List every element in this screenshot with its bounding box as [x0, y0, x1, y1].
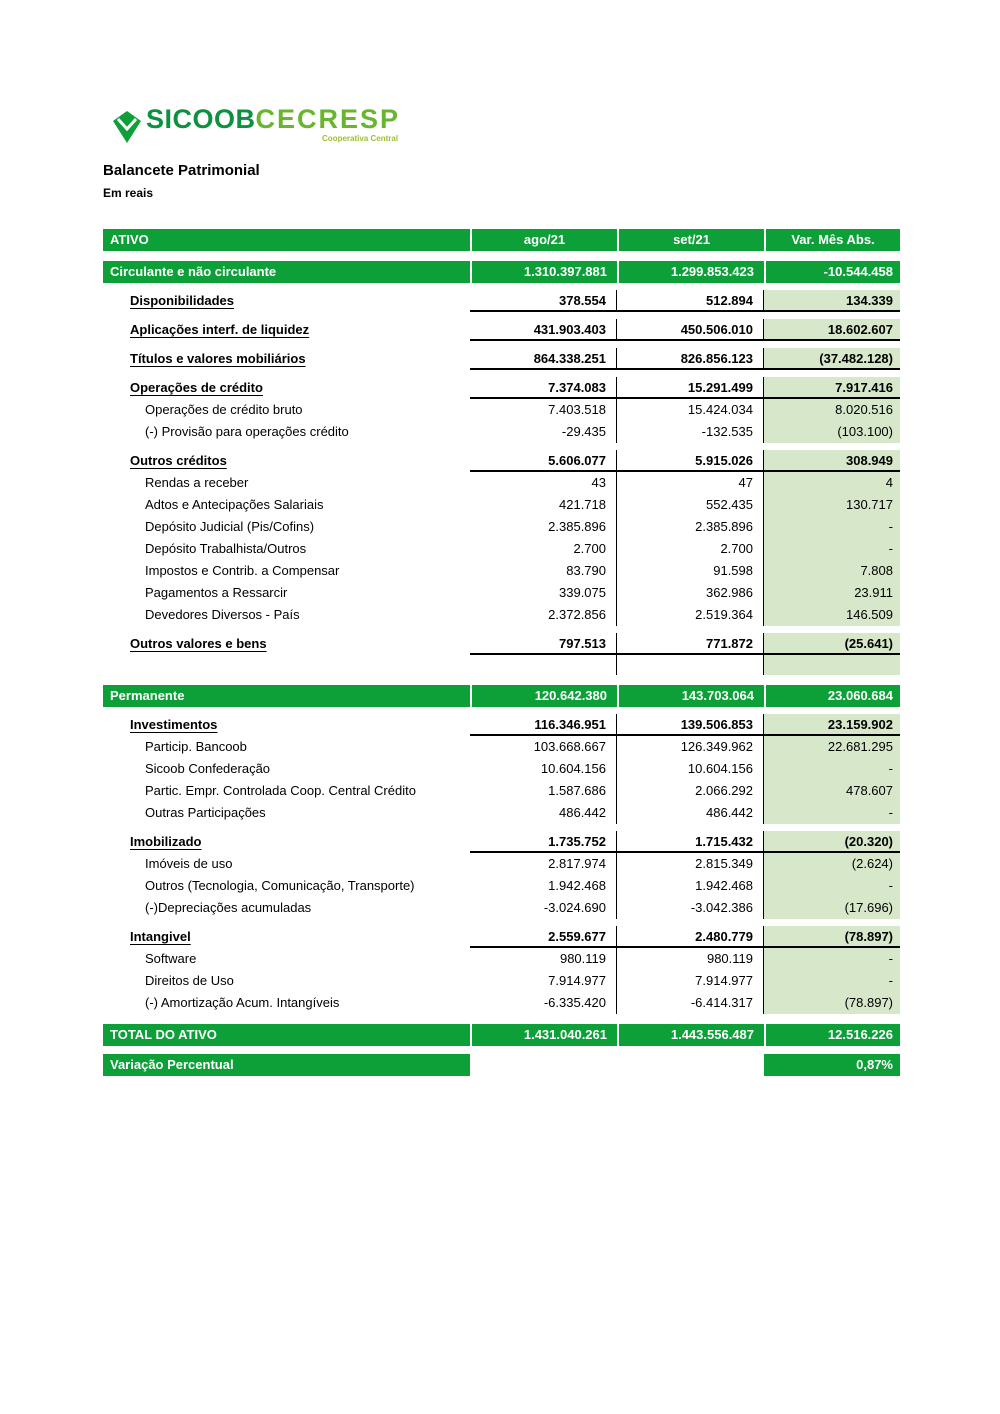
detail-row	[103, 875, 900, 897]
percent-variation-row	[103, 1054, 900, 1076]
value-ago21: 797.513	[470, 633, 617, 655]
subsection-row	[103, 633, 900, 655]
table-body	[103, 261, 900, 1076]
value-ago21: 1.735.752	[470, 831, 617, 853]
value-ago21	[470, 655, 617, 675]
logo-brand: SICOOB	[146, 104, 256, 134]
row-label: Adtos e Antecipações Salariais	[145, 497, 324, 512]
row-label: Devedores Diversos - País	[145, 607, 300, 622]
row-label: Depósito Trabalhista/Outros	[145, 541, 307, 556]
value-var-mes-abs: 146.509	[764, 604, 900, 626]
value-ago21: 864.338.251	[470, 348, 617, 370]
detail-row	[103, 472, 900, 494]
value-set21: 126.349.962	[617, 736, 764, 758]
row-label: Operações de crédito	[130, 380, 263, 395]
section-total-row	[103, 261, 900, 283]
value-set21: -3.042.386	[617, 897, 764, 919]
detail-row	[103, 948, 900, 970]
value-ago21: 1.587.686	[470, 780, 617, 802]
value-var-mes-abs: 23.060.684	[764, 685, 900, 707]
value-var-mes-abs: -	[764, 516, 900, 538]
detail-row	[103, 516, 900, 538]
subsection-row	[103, 319, 900, 341]
value-ago21	[470, 1054, 617, 1076]
detail-row	[103, 494, 900, 516]
value-set21: 980.119	[617, 948, 764, 970]
subsection-row	[103, 831, 900, 853]
value-var-mes-abs: 308.949	[764, 450, 900, 472]
value-ago21: 2.700	[470, 538, 617, 560]
value-ago21: 486.442	[470, 802, 617, 824]
value-set21: 450.506.010	[617, 319, 764, 341]
row-label: Variação Percentual	[103, 1054, 470, 1076]
value-set21: 2.519.364	[617, 604, 764, 626]
value-set21: 10.604.156	[617, 758, 764, 780]
logo-text	[146, 106, 400, 143]
value-set21: 1.942.468	[617, 875, 764, 897]
row-label: Impostos e Contrib. a Compensar	[145, 563, 340, 578]
value-ago21: 378.554	[470, 290, 617, 312]
detail-row	[103, 802, 900, 824]
row-label: (-) Amortização Acum. Intangíveis	[145, 995, 340, 1010]
value-set21: 2.700	[617, 538, 764, 560]
row-label: Aplicações interf. de liquidez	[130, 322, 310, 337]
value-ago21: 7.914.977	[470, 970, 617, 992]
value-ago21: 339.075	[470, 582, 617, 604]
value-set21: 771.872	[617, 633, 764, 655]
value-set21: 1.299.853.423	[617, 261, 764, 283]
value-ago21: -3.024.690	[470, 897, 617, 919]
row-label: (-)Depreciações acumuladas	[145, 900, 312, 915]
value-var-mes-abs: (37.482.128)	[764, 348, 900, 370]
value-ago21: 421.718	[470, 494, 617, 516]
row-label: Depósito Judicial (Pis/Cofins)	[145, 519, 315, 534]
detail-row	[103, 992, 900, 1014]
value-set21: 15.291.499	[617, 377, 764, 399]
row-label: Intangivel	[130, 929, 191, 944]
value-var-mes-abs: 8.020.516	[764, 399, 900, 421]
detail-row	[103, 421, 900, 443]
col-header-ago21: ago/21	[470, 229, 617, 251]
value-set21: 512.894	[617, 290, 764, 312]
detail-row	[103, 399, 900, 421]
row-label: Software	[145, 951, 197, 966]
subsection-row	[103, 377, 900, 399]
value-set21: 2.815.349	[617, 853, 764, 875]
row-label: Imóveis de uso	[145, 856, 233, 871]
row-label: Direitos de Uso	[145, 973, 234, 988]
value-set21: 1.715.432	[617, 831, 764, 853]
value-ago21: 2.385.896	[470, 516, 617, 538]
detail-row	[103, 970, 900, 992]
row-label: Partic. Empr. Controlada Coop. Central Crédito	[145, 783, 416, 798]
detail-row	[103, 853, 900, 875]
subsection-row	[103, 926, 900, 948]
detail-row	[103, 897, 900, 919]
section-total-row	[103, 685, 900, 707]
value-var-mes-abs: 7.917.416	[764, 377, 900, 399]
value-var-mes-abs: (78.897)	[764, 992, 900, 1014]
value-ago21: 980.119	[470, 948, 617, 970]
value-set21	[617, 655, 764, 675]
value-set21: 47	[617, 472, 764, 494]
value-set21: 143.703.064	[617, 685, 764, 707]
value-ago21: 10.604.156	[470, 758, 617, 780]
value-ago21: 43	[470, 472, 617, 494]
value-var-mes-abs: -	[764, 875, 900, 897]
sicoob-check-icon	[112, 110, 142, 144]
value-var-mes-abs: 23.159.902	[764, 714, 900, 736]
value-set21: 7.914.977	[617, 970, 764, 992]
value-var-mes-abs	[764, 655, 900, 675]
value-set21: 91.598	[617, 560, 764, 582]
detail-row	[103, 560, 900, 582]
value-set21: 552.435	[617, 494, 764, 516]
row-label	[103, 655, 470, 675]
value-var-mes-abs: (17.696)	[764, 897, 900, 919]
value-set21: 2.480.779	[617, 926, 764, 948]
row-label: Permanente	[103, 685, 470, 707]
page-subtitle: Em reais	[103, 186, 154, 200]
value-var-mes-abs: (2.624)	[764, 853, 900, 875]
value-set21: 1.443.556.487	[617, 1024, 764, 1046]
value-var-mes-abs: -	[764, 802, 900, 824]
value-set21: 486.442	[617, 802, 764, 824]
value-ago21: 83.790	[470, 560, 617, 582]
value-var-mes-abs: 18.602.607	[764, 319, 900, 341]
value-set21: 139.506.853	[617, 714, 764, 736]
value-var-mes-abs: -10.544.458	[764, 261, 900, 283]
value-set21: 362.986	[617, 582, 764, 604]
row-label: Investimentos	[130, 717, 218, 732]
value-ago21: 116.346.951	[470, 714, 617, 736]
subsection-row	[103, 348, 900, 370]
row-label: Títulos e valores mobiliários	[130, 351, 306, 366]
row-label: Rendas a receber	[145, 475, 249, 490]
value-ago21: 103.668.667	[470, 736, 617, 758]
value-var-mes-abs: 12.516.226	[764, 1024, 900, 1046]
row-label: Imobilizado	[130, 834, 202, 849]
detail-row	[103, 538, 900, 560]
value-ago21: 1.942.468	[470, 875, 617, 897]
col-header-var-mes-abs: Var. Mês Abs.	[764, 229, 900, 251]
value-set21: -132.535	[617, 421, 764, 443]
row-label: Operações de crédito bruto	[145, 402, 303, 417]
row-label: Outros (Tecnologia, Comunicação, Transporte)	[145, 878, 415, 893]
row-label: Disponibilidades	[130, 293, 235, 308]
value-var-mes-abs: (78.897)	[764, 926, 900, 948]
row-label: (-) Provisão para operações crédito	[145, 424, 349, 439]
value-var-mes-abs: 478.607	[764, 780, 900, 802]
value-ago21: 2.817.974	[470, 853, 617, 875]
col-header-set21: set/21	[617, 229, 764, 251]
value-ago21: -29.435	[470, 421, 617, 443]
row-label: Circulante e não circulante	[103, 261, 470, 283]
value-set21	[617, 1054, 764, 1076]
value-ago21: 5.606.077	[470, 450, 617, 472]
value-set21: -6.414.317	[617, 992, 764, 1014]
balance-table	[103, 229, 900, 1076]
detail-row	[103, 758, 900, 780]
detail-row	[103, 604, 900, 626]
value-set21: 2.066.292	[617, 780, 764, 802]
col-header-ativo: ATIVO	[103, 229, 470, 251]
subsection-row	[103, 450, 900, 472]
value-ago21: 7.403.518	[470, 399, 617, 421]
logo-suffix: CECRESP	[255, 104, 401, 134]
row-label: Outros créditos	[130, 453, 227, 468]
value-ago21: 431.903.403	[470, 319, 617, 341]
row-label: Outros valores e bens	[130, 636, 267, 651]
row-label: Pagamentos a Ressarcir	[145, 585, 288, 600]
value-var-mes-abs: 22.681.295	[764, 736, 900, 758]
value-set21: 2.385.896	[617, 516, 764, 538]
value-ago21: 120.642.380	[470, 685, 617, 707]
value-var-mes-abs: 7.808	[764, 560, 900, 582]
logo-tagline: Cooperativa Central	[322, 134, 399, 143]
value-ago21: 7.374.083	[470, 377, 617, 399]
value-var-mes-abs: 23.911	[764, 582, 900, 604]
value-set21: 15.424.034	[617, 399, 764, 421]
value-ago21: 1.431.040.261	[470, 1024, 617, 1046]
section-total-row	[103, 1024, 900, 1046]
page-title: Balancete Patrimonial	[103, 162, 260, 179]
value-var-mes-abs: -	[764, 758, 900, 780]
value-var-mes-abs: 4	[764, 472, 900, 494]
table-header-row	[103, 229, 900, 251]
value-ago21: 2.372.856	[470, 604, 617, 626]
value-ago21: 2.559.677	[470, 926, 617, 948]
value-var-mes-abs: 0,87%	[764, 1054, 900, 1076]
value-set21: 5.915.026	[617, 450, 764, 472]
value-var-mes-abs: 130.717	[764, 494, 900, 516]
sicoob-logo	[112, 106, 400, 144]
value-var-mes-abs: 134.339	[764, 290, 900, 312]
subsection-row	[103, 714, 900, 736]
row-label: Outras Participações	[145, 805, 266, 820]
value-var-mes-abs: -	[764, 970, 900, 992]
value-var-mes-abs: (25.641)	[764, 633, 900, 655]
value-var-mes-abs: -	[764, 948, 900, 970]
detail-row	[103, 780, 900, 802]
row-label: Sicoob Confederação	[145, 761, 271, 776]
subsection-row	[103, 290, 900, 312]
value-ago21: 1.310.397.881	[470, 261, 617, 283]
value-ago21: -6.335.420	[470, 992, 617, 1014]
row-label: Particip. Bancoob	[145, 739, 247, 754]
value-var-mes-abs: (20.320)	[764, 831, 900, 853]
detail-row	[103, 736, 900, 758]
detail-row	[103, 582, 900, 604]
value-var-mes-abs: (103.100)	[764, 421, 900, 443]
value-set21: 826.856.123	[617, 348, 764, 370]
value-var-mes-abs: -	[764, 538, 900, 560]
row-label: TOTAL DO ATIVO	[103, 1024, 470, 1046]
spacer-row	[103, 655, 900, 675]
